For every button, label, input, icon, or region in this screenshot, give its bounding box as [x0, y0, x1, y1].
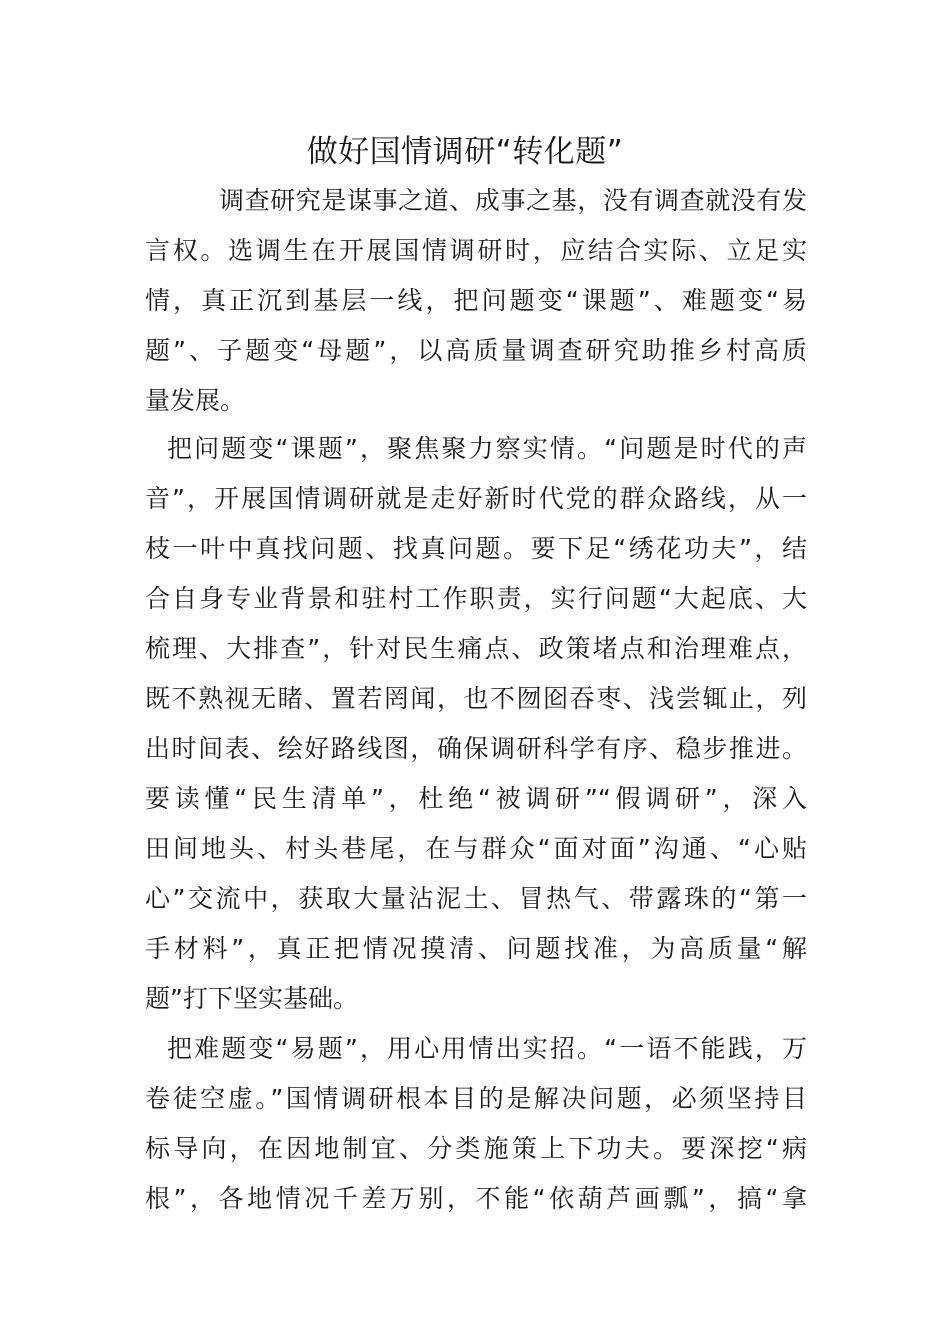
paragraph-2-line-9: 田间地头、村头巷尾，在与群众“面对面”沟通、“心贴	[145, 834, 807, 863]
paragraph-2-line-7: 出时间表、绘好路线图，确保调研科学有序、稳步推进。	[145, 734, 807, 763]
paragraph-1-line-2: 言权。选调生在开展国情调研时，应结合实际、立足实	[145, 236, 807, 265]
paragraph-2-line-6: 既不熟视无睹、置若罔闻，也不囫囵吞枣、浅尝辄止，列	[145, 684, 807, 713]
paragraph-2-line-4: 合自身专业背景和驻村工作职责，实行问题“大起底、大	[145, 584, 807, 613]
paragraph-3-line-1: 把难题变“易题”，用心用情出实招。“一语不能践，万	[167, 1034, 807, 1063]
paragraph-1-line-3: 情，真正沉到基层一线，把问题变“课题”、难题变“易	[145, 286, 807, 315]
paragraph-1-line-1: 调查研究是谋事之道、成事之基，没有调查就没有发	[219, 186, 807, 215]
paragraph-2-line-3: 枝一叶中真找问题、找真问题。要下足“绣花功夫”，结	[145, 534, 807, 563]
document-title: 做好国情调研“转化题”	[306, 134, 624, 170]
paragraph-2-line-5: 梳理、大排查”，针对民生痛点、政策堵点和治理难点，	[145, 634, 807, 663]
paragraph-3-line-4: 根”，各地情况千差万别，不能“依葫芦画瓢”，搞“拿	[145, 1184, 807, 1213]
paragraph-1-line-5: 量发展。	[145, 386, 246, 415]
paragraph-2-line-11: 手材料”，真正把情况摸清、问题找准，为高质量“解	[145, 934, 807, 963]
paragraph-3-line-2: 卷徒空虚。”国情调研根本目的是解决问题，必须坚持目	[145, 1084, 807, 1113]
paragraph-1-line-4: 题”、子题变“母题”，以高质量调查研究助推乡村高质	[145, 336, 807, 365]
paragraph-2-line-8: 要读懂“民生清单”，杜绝“被调研”“假调研”，深入	[145, 784, 807, 813]
paragraph-2-line-2: 音”，开展国情调研就是走好新时代党的群众路线，从一	[145, 484, 807, 513]
paragraph-3-line-3: 标导向，在因地制宜、分类施策上下功夫。要深挖“病	[145, 1134, 807, 1163]
paragraph-2-line-10: 心”交流中，获取大量沾泥土、冒热气、带露珠的“第一	[145, 884, 807, 913]
paragraph-2-line-1: 把问题变“课题”，聚焦聚力察实情。“问题是时代的声	[167, 434, 807, 463]
paragraph-2-line-12: 题”打下坚实基础。	[145, 984, 358, 1013]
